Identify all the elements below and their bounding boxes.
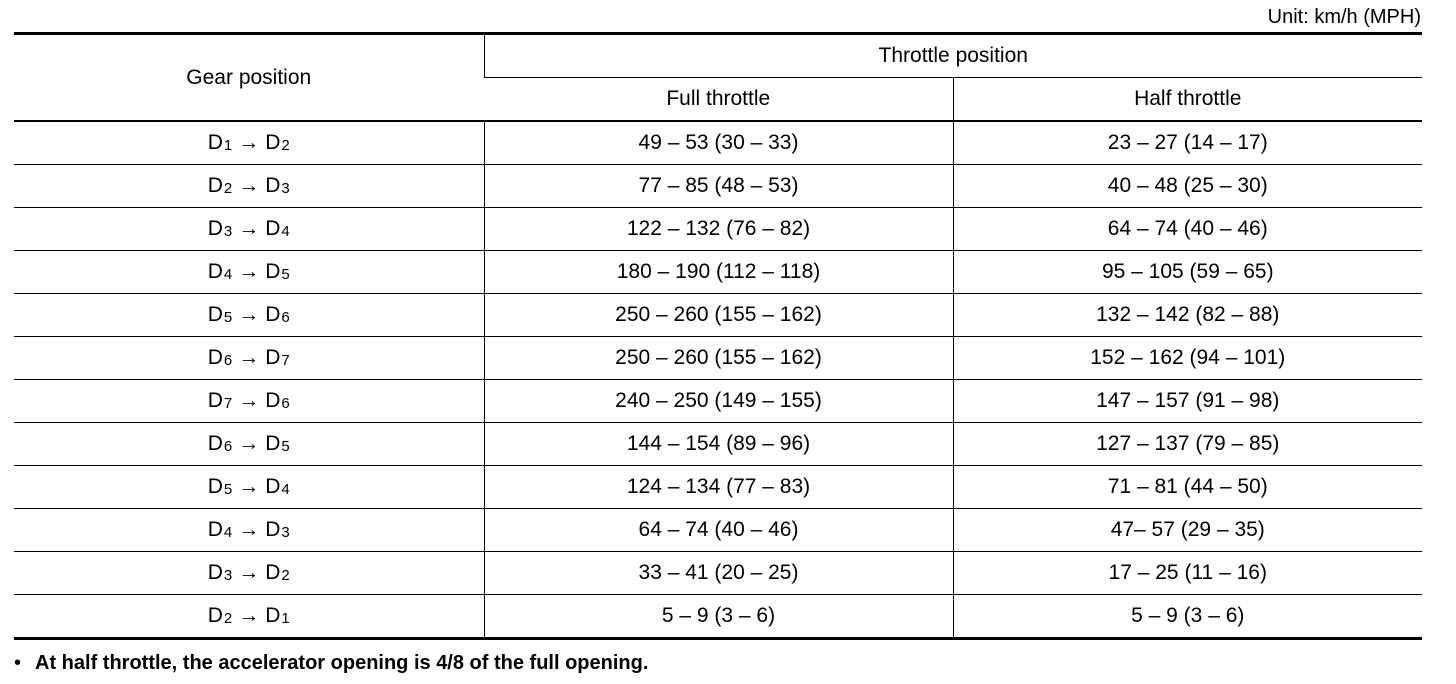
half-throttle-cell: 152 – 162 (94 – 101) bbox=[953, 337, 1422, 380]
half-throttle-cell: 23 – 27 (14 – 17) bbox=[953, 121, 1422, 165]
header-throttle-position: Throttle position bbox=[484, 34, 1422, 78]
arrow-right-icon: → bbox=[238, 518, 260, 541]
gear-transition-cell bbox=[14, 208, 484, 251]
half-throttle-cell: 40 – 48 (25 – 30) bbox=[953, 165, 1422, 208]
table-row bbox=[14, 121, 1422, 165]
full-throttle-cell: 240 – 250 (149 – 155) bbox=[484, 380, 953, 423]
to-gear: $D_5$ bbox=[265, 260, 290, 283]
footnote-text: At half throttle, the accelerator opening is 4/8 of the full opening. bbox=[35, 652, 649, 674]
header-half-throttle: Half throttle bbox=[953, 78, 1422, 122]
full-throttle-cell: 33 – 41 (20 – 25) bbox=[484, 552, 953, 595]
from-gear: $D_6$ bbox=[207, 432, 233, 455]
full-throttle-cell: 64 – 74 (40 – 46) bbox=[484, 509, 953, 552]
half-throttle-cell: 132 – 142 (82 – 88) bbox=[953, 294, 1422, 337]
arrow-right-icon: → bbox=[238, 131, 260, 154]
gear-transition-cell bbox=[14, 552, 484, 595]
arrow-right-icon: → bbox=[238, 260, 260, 283]
full-throttle-cell: 49 – 53 (30 – 33) bbox=[484, 121, 953, 165]
from-gear: $D_1$ bbox=[207, 131, 233, 154]
full-throttle-cell: 77 – 85 (48 – 53) bbox=[484, 165, 953, 208]
full-throttle-cell: 250 – 260 (155 – 162) bbox=[484, 337, 953, 380]
to-gear: $D_2$ bbox=[265, 561, 290, 584]
to-gear: $D_3$ bbox=[265, 518, 290, 541]
unit-label: Unit: km/h (MPH) bbox=[1267, 6, 1421, 28]
gear-transition-cell bbox=[14, 165, 484, 208]
arrow-right-icon: → bbox=[238, 604, 260, 627]
full-throttle-cell: 122 – 132 (76 – 82) bbox=[484, 208, 953, 251]
to-gear: $D_4$ bbox=[265, 217, 290, 240]
gear-transition-cell bbox=[14, 121, 484, 165]
table-row bbox=[14, 380, 1422, 423]
gear-transition-cell bbox=[14, 337, 484, 380]
arrow-right-icon: → bbox=[238, 217, 260, 240]
gear-transition-cell bbox=[14, 509, 484, 552]
arrow-right-icon: → bbox=[238, 389, 260, 412]
arrow-right-icon: → bbox=[238, 475, 260, 498]
arrow-right-icon: → bbox=[238, 432, 260, 455]
to-gear: $D_1$ bbox=[265, 604, 290, 627]
gear-transition-cell bbox=[14, 294, 484, 337]
table-row bbox=[14, 552, 1422, 595]
table-row bbox=[14, 595, 1422, 639]
table-row bbox=[14, 423, 1422, 466]
table-row bbox=[14, 337, 1422, 380]
full-throttle-cell: 5 – 9 (3 – 6) bbox=[484, 595, 953, 639]
half-throttle-cell: 47– 57 (29 – 35) bbox=[953, 509, 1422, 552]
to-gear: $D_3$ bbox=[265, 174, 290, 197]
arrow-right-icon: → bbox=[238, 303, 260, 326]
half-throttle-cell: 127 – 137 (79 – 85) bbox=[953, 423, 1422, 466]
half-throttle-cell: 64 – 74 (40 – 46) bbox=[953, 208, 1422, 251]
from-gear: $D_4$ bbox=[207, 518, 233, 541]
gear-transition-cell bbox=[14, 423, 484, 466]
to-gear: $D_6$ bbox=[265, 389, 290, 412]
table-header-row bbox=[14, 34, 1422, 78]
table-row bbox=[14, 509, 1422, 552]
half-throttle-cell: 5 – 9 (3 – 6) bbox=[953, 595, 1422, 639]
from-gear: $D_3$ bbox=[207, 217, 233, 240]
full-throttle-cell: 250 – 260 (155 – 162) bbox=[484, 294, 953, 337]
table-row bbox=[14, 165, 1422, 208]
from-gear: $D_5$ bbox=[207, 303, 233, 326]
from-gear: $D_7$ bbox=[207, 389, 233, 412]
shift-speed-table bbox=[14, 32, 1422, 640]
to-gear: $D_4$ bbox=[265, 475, 290, 498]
table-row bbox=[14, 251, 1422, 294]
half-throttle-cell: 147 – 157 (91 – 98) bbox=[953, 380, 1422, 423]
from-gear: $D_3$ bbox=[207, 561, 233, 584]
from-gear: $D_2$ bbox=[207, 604, 233, 627]
gear-transition-cell bbox=[14, 380, 484, 423]
from-gear: $D_2$ bbox=[207, 174, 233, 197]
arrow-right-icon: → bbox=[238, 346, 260, 369]
from-gear: $D_4$ bbox=[207, 260, 233, 283]
arrow-right-icon: → bbox=[238, 561, 260, 584]
full-throttle-cell: 144 – 154 (89 – 96) bbox=[484, 423, 953, 466]
table-row bbox=[14, 208, 1422, 251]
to-gear: $D_5$ bbox=[265, 432, 290, 455]
half-throttle-cell: 71 – 81 (44 – 50) bbox=[953, 466, 1422, 509]
half-throttle-cell: 95 – 105 (59 – 65) bbox=[953, 251, 1422, 294]
gear-transition-cell bbox=[14, 466, 484, 509]
gear-transition-cell bbox=[14, 595, 484, 639]
from-gear: $D_6$ bbox=[207, 346, 233, 369]
table-row bbox=[14, 466, 1422, 509]
to-gear: $D_6$ bbox=[265, 303, 290, 326]
full-throttle-cell: 180 – 190 (112 – 118) bbox=[484, 251, 953, 294]
header-gear-position: Gear position bbox=[14, 34, 484, 122]
full-throttle-cell: 124 – 134 (77 – 83) bbox=[484, 466, 953, 509]
header-full-throttle: Full throttle bbox=[484, 78, 953, 122]
footnote bbox=[14, 652, 648, 675]
bullet-icon: • bbox=[14, 652, 22, 674]
to-gear: $D_2$ bbox=[265, 131, 290, 154]
table-row bbox=[14, 294, 1422, 337]
to-gear: $D_7$ bbox=[265, 346, 290, 369]
table-body bbox=[14, 121, 1422, 639]
from-gear: $D_5$ bbox=[207, 475, 233, 498]
gear-transition-cell bbox=[14, 251, 484, 294]
arrow-right-icon: → bbox=[238, 174, 260, 197]
half-throttle-cell: 17 – 25 (11 – 16) bbox=[953, 552, 1422, 595]
